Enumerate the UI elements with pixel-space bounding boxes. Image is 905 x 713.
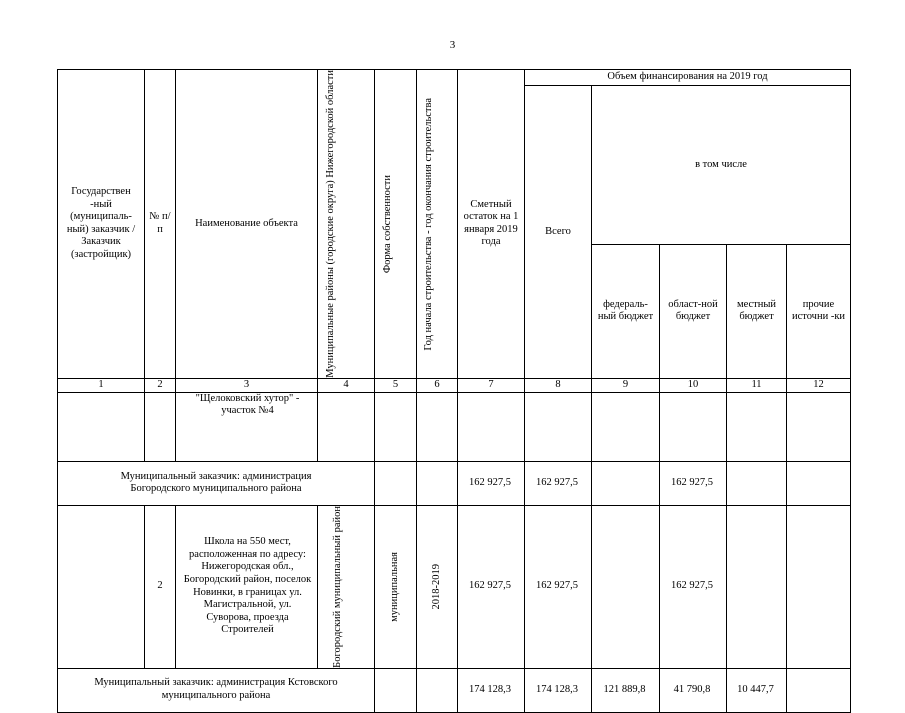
federal-value: 121 889,8 bbox=[592, 668, 660, 712]
header-including: в том числе bbox=[592, 86, 851, 245]
header-estimate: Сметный остаток на 1 января 2019 года bbox=[458, 70, 525, 379]
header-ownership: Форма собственности bbox=[375, 70, 417, 379]
table-row-school bbox=[58, 505, 851, 668]
column-number: 1 bbox=[58, 378, 145, 392]
group-row-kstovo bbox=[58, 668, 851, 712]
column-number: 5 bbox=[375, 378, 417, 392]
estimate-value: 162 927,5 bbox=[458, 461, 525, 505]
page-number: 3 bbox=[449, 39, 456, 51]
estimate-value: 174 128,3 bbox=[458, 668, 525, 712]
header-regional: област-ной бюджет bbox=[660, 244, 727, 378]
column-number: 6 bbox=[417, 378, 458, 392]
header-districts: Муниципальные районы (городские округа) Нижегородской области bbox=[318, 70, 375, 379]
header-total: Всего bbox=[525, 86, 592, 379]
group-row-bogorodsk bbox=[58, 461, 851, 505]
table-row bbox=[58, 392, 851, 461]
header-no: № п/п bbox=[145, 70, 176, 379]
column-number: 10 bbox=[660, 378, 727, 392]
object-name: Школа на 550 мест, расположенная по адресу: Нижегородская обл., Богородский район, поселок Новинки, в границах ул. Магистральной, ул. Суворова, проезда Строителей bbox=[176, 505, 318, 668]
header-object-name: Наименование объекта bbox=[176, 70, 318, 379]
financing-table bbox=[57, 69, 851, 713]
column-number: 7 bbox=[458, 378, 525, 392]
total-value: 162 927,5 bbox=[525, 505, 592, 668]
column-number: 2 bbox=[145, 378, 176, 392]
column-number: 4 bbox=[318, 378, 375, 392]
district: Богородский муниципальный район bbox=[318, 505, 375, 668]
regional-value: 162 927,5 bbox=[660, 461, 727, 505]
row-number: 2 bbox=[145, 505, 176, 668]
group-label: Муниципальный заказчик: администрация Кстовского муниципального района bbox=[58, 668, 375, 712]
total-value: 162 927,5 bbox=[525, 461, 592, 505]
regional-value: 162 927,5 bbox=[660, 505, 727, 668]
column-number: 8 bbox=[525, 378, 592, 392]
column-number: 11 bbox=[727, 378, 787, 392]
group-label: Муниципальный заказчик: администрация Богородского муниципального района bbox=[58, 461, 375, 505]
local-value: 10 447,7 bbox=[727, 668, 787, 712]
estimate-value: 162 927,5 bbox=[458, 505, 525, 668]
regional-value: 41 790,8 bbox=[660, 668, 727, 712]
column-number: 3 bbox=[176, 378, 318, 392]
object-name: "Щелоковский хутор" - участок №4 bbox=[176, 392, 318, 461]
header-federal: федераль-ный бюджет bbox=[592, 244, 660, 378]
header-local: местный бюджет bbox=[727, 244, 787, 378]
header-other: прочие источни -ки bbox=[787, 244, 851, 378]
ownership: муниципальная bbox=[375, 505, 417, 668]
header-years: Год начала строительства - год окончания строительства bbox=[417, 70, 458, 379]
header-customer: Государствен -ный (муниципаль-ный) заказчик / Заказчик (застройщик) bbox=[58, 70, 145, 379]
column-number: 9 bbox=[592, 378, 660, 392]
column-number: 12 bbox=[787, 378, 851, 392]
years: 2018-2019 bbox=[417, 505, 458, 668]
total-value: 174 128,3 bbox=[525, 668, 592, 712]
header-financing: Объем финансирования на 2019 год bbox=[525, 70, 851, 86]
column-number-row bbox=[58, 378, 851, 392]
